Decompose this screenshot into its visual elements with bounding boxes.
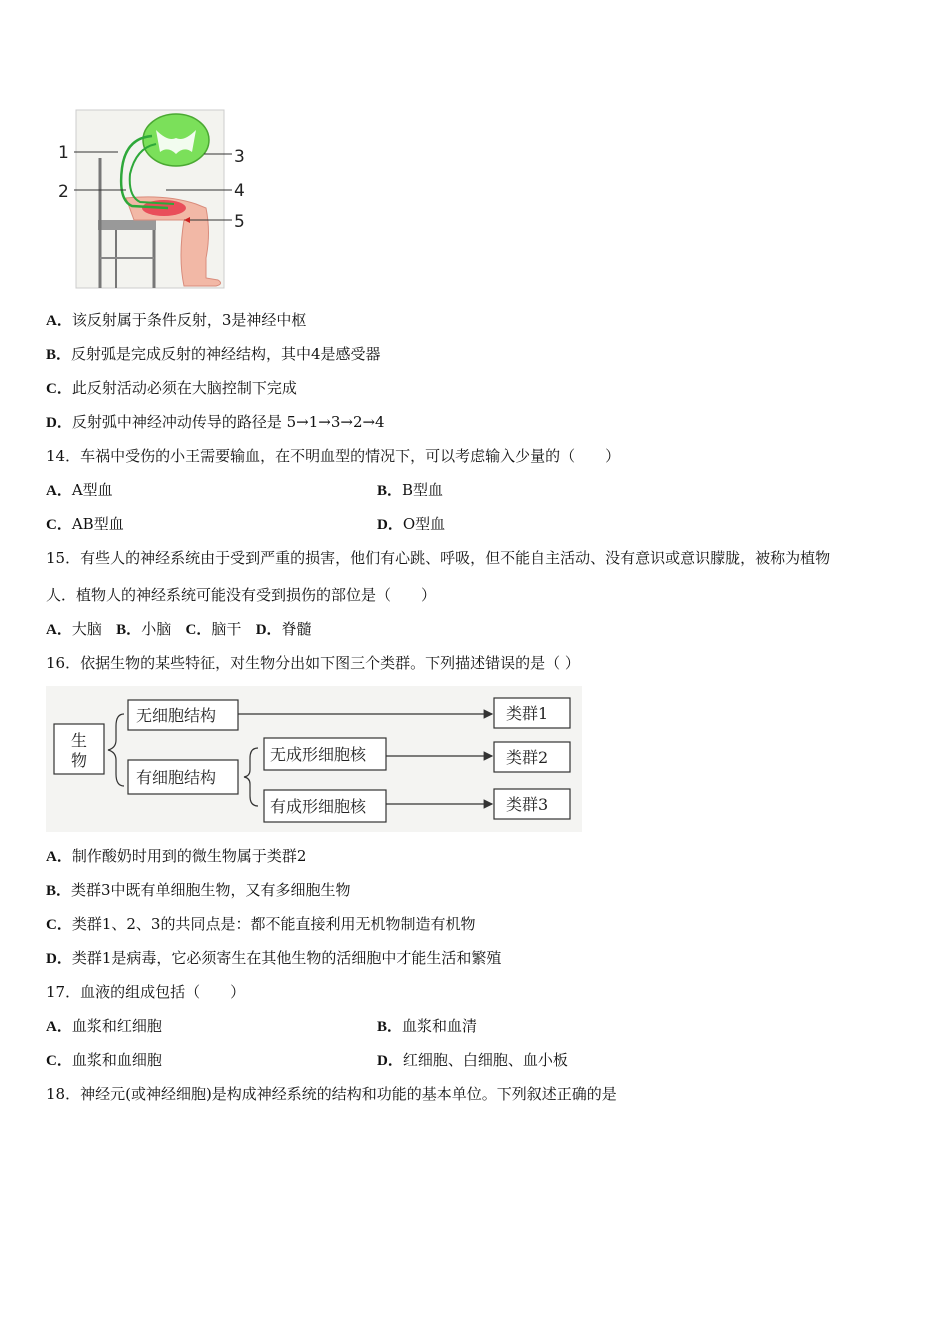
q14-option-b[interactable]: B．B型血: [377, 481, 444, 499]
q16-option-a[interactable]: A．制作酸奶时用到的微生物属于类群2: [46, 847, 307, 865]
q14-option-d[interactable]: D．O型血: [377, 515, 446, 533]
q17-option-b[interactable]: B．血浆和血清: [377, 1017, 478, 1035]
q14-option-a[interactable]: A．A型血: [46, 481, 113, 499]
q16-option-d[interactable]: D．类群1是病毒，它必须寄生在其他生物的活细胞中才能生活和繁殖: [46, 949, 502, 967]
q15-option-d[interactable]: D．脊髓: [255, 620, 312, 638]
label-4: 4: [234, 181, 245, 201]
label-1: 1: [58, 143, 69, 163]
label-3: 3: [234, 147, 245, 167]
q17-stem: 17．血液的组成包括（ ）: [46, 983, 246, 1001]
q15-options: [46, 619, 312, 640]
group3-label: 类群3: [506, 795, 549, 814]
group1-label: 类群1: [506, 704, 549, 723]
group2-label: 类群2: [506, 748, 549, 767]
q14-stem: 14．车祸中受伤的小王需要输血，在不明血型的情况下，可以考虑输入少量的（ ）: [46, 447, 621, 465]
q15-option-c[interactable]: C．脑干: [185, 620, 242, 638]
classification-diagram: [46, 686, 582, 832]
has-nucleus-label: 有成形细胞核: [270, 797, 367, 816]
q13-option-c[interactable]: C．此反射活动必须在大脑控制下完成: [46, 379, 297, 397]
q16-stem: 16．依据生物的某些特征，对生物分出如下图三个类群。下列描述错误的是（ ）: [46, 654, 580, 672]
q17-option-d[interactable]: D．红细胞、白细胞、血小板: [377, 1051, 568, 1069]
q13-option-d[interactable]: D．反射弧中神经冲动传导的路径是 5→1→3→2→4: [46, 413, 385, 431]
no-cell-label: 无细胞结构: [136, 706, 217, 725]
q18-stem: 18．神经元(或神经细胞)是构成神经系统的结构和功能的基本单位。下列叙述正确的是: [46, 1085, 617, 1103]
q14-option-c[interactable]: C．AB型血: [46, 515, 124, 533]
label-5: 5: [234, 212, 245, 232]
has-cell-label: 有细胞结构: [136, 768, 217, 787]
label-2: 2: [58, 182, 69, 202]
reflex-arc-figure: [56, 108, 256, 290]
q15-stem-line2: 人．植物人的神经系统可能没有受到损伤的部位是（ ）: [46, 586, 437, 604]
q16-option-b[interactable]: B．类群3中既有单细胞生物，又有多细胞生物: [46, 881, 351, 899]
q13-option-a[interactable]: A．该反射属于条件反射，3是神经中枢: [46, 311, 307, 329]
root-label: 生物: [71, 731, 88, 770]
q15-option-b[interactable]: B．小脑: [116, 620, 172, 638]
q16-option-c[interactable]: C．类群1、2、3的共同点是：都不能直接利用无机物制造有机物: [46, 915, 476, 933]
q15-stem-line1: 15．有些人的神经系统由于受到严重的损害，他们有心跳、呼吸，但不能自主活动、没有意识或意识朦胧，被称为植物: [46, 549, 831, 567]
q17-option-c[interactable]: C．血浆和血细胞: [46, 1051, 162, 1069]
q17-option-a[interactable]: A．血浆和红细胞: [46, 1017, 162, 1035]
q15-option-a[interactable]: A．大脑: [46, 620, 102, 638]
no-nucleus-label: 无成形细胞核: [270, 745, 367, 764]
q13-option-b[interactable]: B．反射弧是完成反射的神经结构，其中4是感受器: [46, 345, 381, 363]
